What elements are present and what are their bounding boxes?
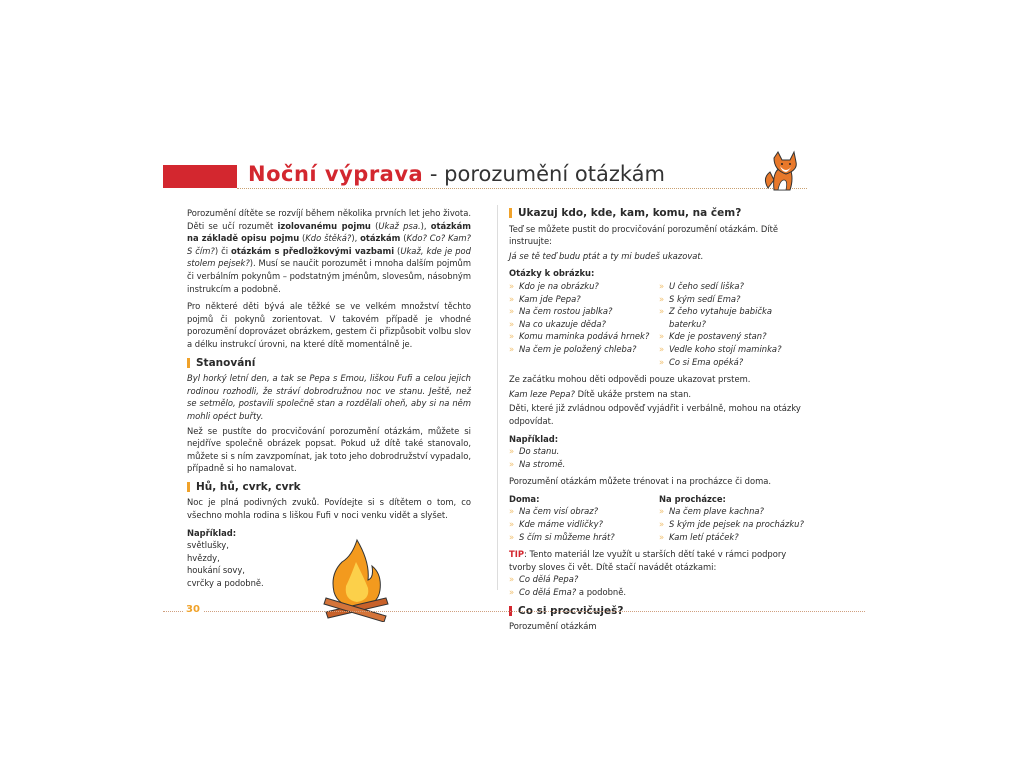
paragraph: Ze začátku mohou děti odpovědi pouze ukazovat prstem. <box>509 374 751 385</box>
paragraph: Noc je plná podivných zvuků. Povídejte si s dítětem o tom, co všechno mohla rodina s liškou Fufi v noci venku vidět a slyšet. <box>187 497 471 521</box>
question-item: » Kdo je na obrázku? <box>509 280 659 293</box>
question-item: » Co si Ema opéká? <box>659 356 809 369</box>
intro-segment: ), <box>420 220 431 231</box>
intro-segment: ( <box>394 245 401 256</box>
intro-segment: Ukaž psa. <box>378 220 421 231</box>
questions-label: Otázky k obrázku: <box>509 268 595 279</box>
home-item: » Na čem visí obraz? <box>509 505 659 518</box>
heading-text: Hů, hů, cvrk, cvrk <box>196 480 301 493</box>
section-heading <box>187 481 471 494</box>
left-column <box>187 207 471 590</box>
example-label: Například: <box>187 527 237 538</box>
header-red-bar <box>163 165 237 188</box>
page-title <box>248 162 665 186</box>
intro-segment: ). Musí se naučit porozumět i mnoha dalším pojmům či verbálním pokynům – podstatným jménům, slovesům, násobným instrukcím a podobně. <box>187 258 471 294</box>
tip-tail: a podobně. <box>576 587 627 598</box>
campfire-illustration <box>322 538 392 622</box>
paragraph: Porozumění otázkám <box>509 621 597 632</box>
paragraph: Porozumění otázkám můžete trénovat i na procházce či doma. <box>509 476 772 487</box>
heading-marker <box>187 482 190 492</box>
column-divider <box>497 205 498 590</box>
intro-paragraph <box>187 207 471 295</box>
paragraph: Teď se můžete pustit do procvičování porozumění otázkám. Dítě instruujte: <box>509 223 779 247</box>
question-item: » Na co ukazuje děda? <box>509 318 659 331</box>
story-text: Byl horký letní den, a tak se Pepa s Emou, liškou Fufi a celou jejich rodinou rozhodli, že stráví dobrodružnou noc ve stanu. Ještě, než se setmělo, postavili společně stan a rozdělali oheň, aby si na něm mohli opéct buřty. <box>187 373 471 421</box>
title-sub: - porozumění otázkám <box>423 162 665 186</box>
question-item: » S kým sedí Ema? <box>659 293 809 306</box>
question-item: » Komu maminka podává hrnek? <box>509 330 659 343</box>
heading-text: Stanování <box>196 356 256 369</box>
tip-label: TIP <box>509 549 524 560</box>
intro-segment: izolovanému pojmu <box>277 220 371 231</box>
question-item: » Vedle koho stojí maminka? <box>659 343 809 356</box>
tip-text: : Tento materiál lze využít u starších dětí také v rámci podpory tvorby sloves či vět. Dítě stačí navádět otázkami: <box>509 549 787 572</box>
intro-segment: otázkám s předložkovými vazbami <box>231 245 395 256</box>
example-item: cvrčky a podobně. <box>187 578 264 589</box>
example-question: Kam leze Pepa? <box>509 388 575 399</box>
home-label: Doma: <box>509 493 540 504</box>
section-heading <box>509 207 811 220</box>
example-item: houkání sovy, <box>187 565 245 576</box>
intro-segment: ( <box>370 220 379 231</box>
intro-segment: ( <box>299 233 306 244</box>
header-divider <box>237 188 807 189</box>
tip-item: » Co dělá Pepa? <box>509 573 811 586</box>
example-item: světlušky, <box>187 540 229 551</box>
intro-segment: otázkám na základě opisu pojmu <box>187 220 471 244</box>
paragraph: Než se pustíte do procvičování porozumění otázkám, můžete si nejdříve společně obrázek popsat. Pokud už dítě také stanovalo, můžete si s ním zavzpomínat, jak toto jeho dobrodružství vypadalo, případně si ho namalovat. <box>187 425 471 474</box>
answer-item: » Do stanu. <box>509 445 811 458</box>
paragraph: Děti, které již zvládnou odpověď vyjádřit i verbálně, mohou na otázky odpovídat. <box>509 403 801 426</box>
intro-segment: Kdo štěká? <box>305 233 352 244</box>
questions-list <box>509 280 811 373</box>
walk-item: » Na čem plave kachna? <box>659 505 809 518</box>
question-item: » Z čeho vytahuje babička baterku? <box>659 305 809 330</box>
page-number: 30 <box>183 604 203 615</box>
paragraph: Pro některé děti bývá ale těžké se ve velkém množství těchto pojmů či pokynů zorientovat. V takovém případě je vhodné porozumění doprovázet obrázkem, gestem či přizpůsobit volbu slov a délku instrukcí úrovni, na které dítě momentálně je. <box>187 301 471 349</box>
intro-segment: Porozumění dítěte se rozvíjí během několika prvních let jeho života. Děti se učí rozumět <box>187 208 471 231</box>
heading-marker <box>187 358 190 368</box>
heading-text: Ukazuj kdo, kde, kam, komu, na čem? <box>518 207 742 219</box>
walk-item: » S kým jde pejsek na procházku? <box>659 518 809 531</box>
heading-text: Co si procvičuješ? <box>518 604 624 617</box>
heading-marker <box>509 208 512 218</box>
walk-label: Na procházce: <box>659 493 726 504</box>
instruction: Já se tě teď budu ptát a ty mi budeš ukazovat. <box>509 250 704 261</box>
title-main: Noční výprava <box>248 162 424 186</box>
question-item: » Kde je postavený stan? <box>659 330 809 343</box>
paragraph: Dítě ukáže prstem na stan. <box>574 388 692 399</box>
intro-segment: ), <box>351 233 361 244</box>
intro-segment: ) či <box>214 245 232 256</box>
fox-illustration <box>760 150 806 192</box>
tip-item-text: Co dělá Ema? <box>519 587 577 598</box>
intro-segment: ( <box>400 233 407 244</box>
question-item: » Na čem rostou jablka? <box>509 305 659 318</box>
section-heading <box>187 357 471 370</box>
answer-item: » Na stromě. <box>509 458 811 471</box>
home-item: » Kde máme vidličky? <box>509 518 659 531</box>
question-item: » Na čem je položený chleba? <box>509 343 659 356</box>
intro-segment: Kdo? Co? Kam? S čím? <box>187 233 471 256</box>
question-item: » U čeho sedí liška? <box>659 280 809 293</box>
example-item: hvězdy, <box>187 552 220 563</box>
right-column <box>509 207 811 638</box>
tip-item <box>509 586 811 599</box>
footer-divider <box>163 611 865 612</box>
home-walk-lists <box>509 493 811 548</box>
example-label: Například: <box>509 433 559 444</box>
intro-segment: Ukaž, kde je pod stolem pejsek? <box>187 245 471 269</box>
home-item: » S čím si můžeme hrát? <box>509 531 659 544</box>
question-item: » Kam jde Pepa? <box>509 293 659 306</box>
walk-item: » Kam letí ptáček? <box>659 531 809 544</box>
intro-segment: otázkám <box>360 233 401 244</box>
